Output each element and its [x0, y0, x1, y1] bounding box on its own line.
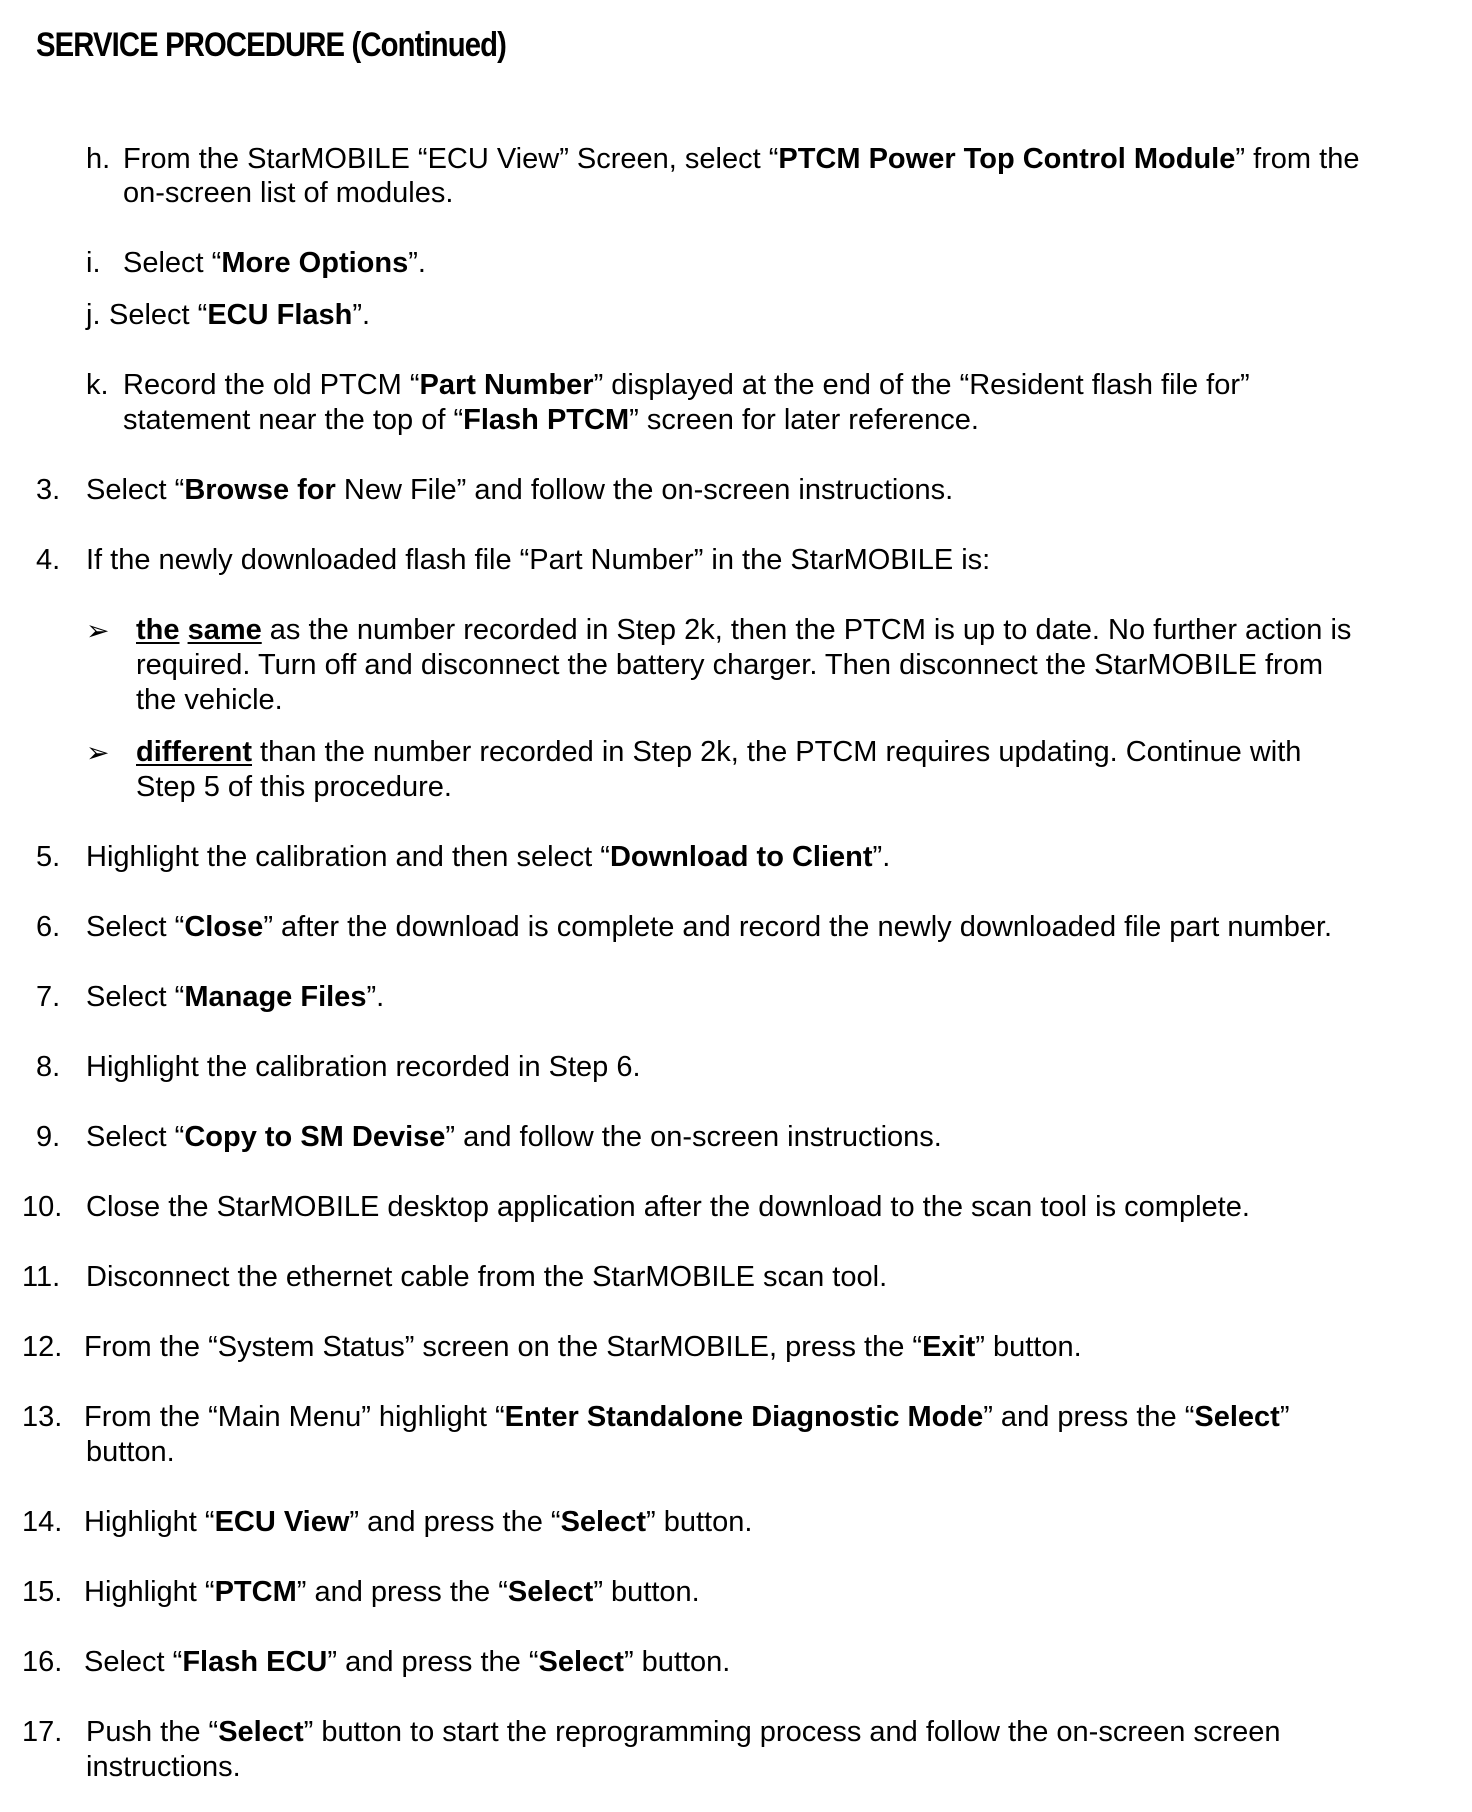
text-segment: From the “Main Menu” highlight “: [84, 1401, 505, 1433]
step-number: 13.: [22, 1401, 63, 1433]
text-segment: Highlight “: [84, 1576, 215, 1608]
step-9: [86, 1120, 942, 1155]
step-13-line1: [84, 1400, 1290, 1435]
text-segment: ”.: [872, 841, 891, 873]
bold-term: Select: [1194, 1401, 1280, 1433]
bold-term: PTCM: [214, 1576, 297, 1608]
step-7: [86, 980, 384, 1015]
text-segment: ” button.: [593, 1576, 700, 1608]
bold-term: Select: [507, 1576, 594, 1608]
step-number: 17.: [22, 1716, 63, 1748]
bold-term: PTCM Power Top Control Module: [778, 143, 1236, 175]
text-segment: ”.: [408, 247, 426, 279]
step-17-line1: [86, 1715, 1280, 1750]
step-number: 9.: [36, 1121, 61, 1153]
text-segment: ” button.: [975, 1331, 1082, 1363]
text-segment: Select “: [123, 247, 222, 279]
step-number: 4.: [36, 544, 61, 576]
step-14: [84, 1505, 752, 1540]
step-17-line2: instructions.: [86, 1751, 241, 1783]
step-13-line2: button.: [86, 1436, 175, 1468]
bold-term: Select: [538, 1646, 624, 1678]
text-segment: ”: [1279, 1401, 1290, 1433]
bold-term: Flash PTCM: [463, 404, 630, 436]
text-segment: ”.: [352, 299, 371, 331]
step-11: Disconnect the ethernet cable from the StarMOBILE scan tool.: [86, 1261, 888, 1293]
text-segment: ” and follow the on-screen instructions.: [445, 1121, 942, 1153]
underlined-term: different: [136, 736, 252, 768]
text-segment: ” button.: [646, 1506, 753, 1538]
step-number: 15.: [22, 1576, 63, 1608]
substep-k-line2: [123, 403, 979, 438]
bold-term: ECU Flash: [207, 299, 353, 331]
substep-h-line2: on-screen list of modules.: [123, 177, 454, 209]
substep-h-line1: [123, 142, 1359, 177]
bullet-same-line1: [136, 613, 1351, 648]
step-number: 12.: [22, 1331, 63, 1363]
bold-term: Enter Standalone Diagnostic Mode: [504, 1401, 984, 1433]
text-segment: Select “: [109, 299, 208, 331]
page-title: SERVICE PROCEDURE (Continued): [36, 26, 507, 64]
bold-term: Flash ECU: [182, 1646, 328, 1678]
text-segment: Push the “: [86, 1716, 219, 1748]
text-segment: New File” and follow the on-screen instructions.: [335, 474, 954, 506]
bold-term: Exit: [922, 1331, 976, 1363]
text-segment: ”.: [366, 981, 385, 1013]
bullet-same-line2: required. Turn off and disconnect the battery charger. Then disconnect the StarMOBILE from: [136, 649, 1323, 681]
step-number: 10.: [22, 1191, 63, 1223]
step-3: [86, 473, 953, 508]
step-number: 6.: [36, 911, 61, 943]
step-number: 14.: [22, 1506, 63, 1538]
bold-term: Part Number: [419, 369, 594, 401]
step-15: [84, 1575, 700, 1610]
bold-term: Copy to SM Devise: [184, 1121, 446, 1153]
bold-term: Close: [184, 911, 264, 943]
substep-label: h.: [86, 143, 111, 175]
bold-term: Download to Client: [609, 841, 873, 873]
step-10: Close the StarMOBILE desktop application after the download to the scan tool is complete.: [86, 1191, 1250, 1223]
step-4: If the newly downloaded flash file “Part Number” in the StarMOBILE is:: [86, 544, 991, 576]
text-segment: than the number recorded in Step 2k, the PTCM requires updating. Continue with: [252, 736, 1302, 768]
step-6: [86, 910, 1332, 945]
text-segment: Select “: [86, 1121, 185, 1153]
text-segment: ” and press the “: [296, 1576, 508, 1608]
bold-term: Manage Files: [184, 981, 367, 1013]
substep-label: k.: [86, 369, 109, 401]
bold-term: Select: [560, 1506, 647, 1538]
step-8: Highlight the calibration recorded in Step 6.: [86, 1051, 641, 1083]
text-segment: ” button to start the reprogramming process and follow the on-screen screen: [303, 1716, 1281, 1748]
bold-term: ECU View: [214, 1506, 350, 1538]
step-number: 5.: [36, 841, 61, 873]
text-segment: ” button.: [623, 1646, 731, 1678]
text-segment: Select “: [84, 1646, 183, 1678]
text-segment: Highlight the calibration and then select “: [86, 841, 610, 873]
text-segment: Select “: [86, 911, 185, 943]
bold-term: Browse for: [184, 474, 336, 506]
arrow-bullet-icon: ➢: [86, 736, 110, 769]
text-segment: ” screen for later reference.: [629, 404, 979, 436]
substep-i: [123, 246, 426, 281]
step-16: [84, 1645, 730, 1680]
text-segment: statement near the top of “: [123, 404, 464, 436]
substep-label: j.: [86, 299, 101, 331]
text-segment: Select “: [86, 474, 185, 506]
bullet-different-line1: [136, 735, 1301, 770]
underlined-term: same: [187, 614, 262, 646]
text-segment: ” and press the “: [983, 1401, 1195, 1433]
step-12: [84, 1330, 1082, 1365]
text-segment: From the StarMOBILE “ECU View” Screen, select “: [123, 143, 779, 175]
text-segment: as the number recorded in Step 2k, then the PTCM is up to date. No further action is: [261, 614, 1352, 646]
bullet-same-line3: the vehicle.: [136, 684, 283, 716]
step-number: 11.: [22, 1261, 61, 1293]
substep-k-line1: [123, 368, 1250, 403]
text-segment: Select “: [86, 981, 185, 1013]
step-number: 16.: [22, 1646, 63, 1678]
text-segment: ” after the download is complete and record the newly downloaded file part number.: [263, 911, 1333, 943]
text-segment: ” and press the “: [349, 1506, 561, 1538]
text-segment: Highlight “: [84, 1506, 215, 1538]
text-segment: ” and press the “: [327, 1646, 539, 1678]
bold-term: More Options: [221, 247, 409, 279]
step-number: 3.: [36, 474, 61, 506]
text-segment: ” from the: [1235, 143, 1360, 175]
underlined-term: the: [136, 614, 180, 646]
text-segment: ” displayed at the end of the “Resident flash file for”: [593, 369, 1250, 401]
bold-term: Select: [218, 1716, 304, 1748]
step-number: 8.: [36, 1051, 61, 1083]
text-segment: Record the old PTCM “: [123, 369, 420, 401]
step-5: [86, 840, 890, 875]
substep-label: i.: [86, 247, 101, 279]
bullet-different-line2: Step 5 of this procedure.: [136, 771, 452, 803]
step-number: 7.: [36, 981, 61, 1013]
arrow-bullet-icon: ➢: [86, 614, 110, 647]
substep-j: [109, 298, 370, 333]
text-segment: From the “System Status” screen on the StarMOBILE, press the “: [84, 1331, 923, 1363]
